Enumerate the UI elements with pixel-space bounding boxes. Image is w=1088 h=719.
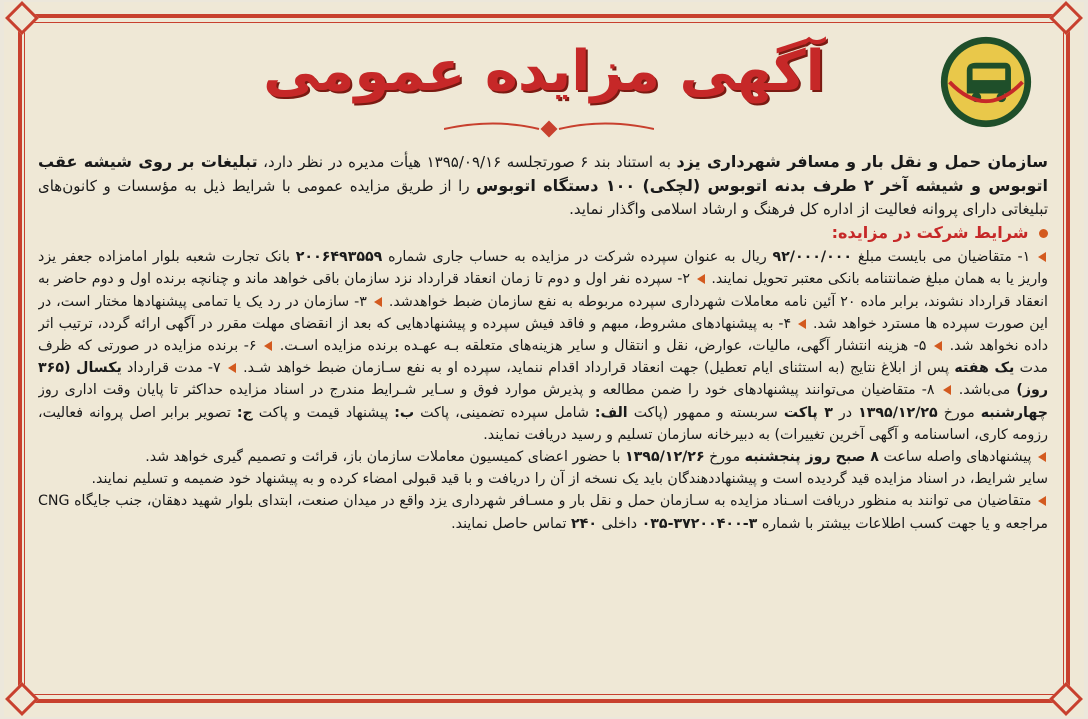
envelope-c-label: ج: <box>236 404 253 421</box>
condition-2: ۲- سپرده نفر اول و دوم تا زمان انعقاد قرارداد نزد سازمان باقی خواهد ماند و چنانچه برنده اول و دوم حاضر به انعقاد قرارداد نشوند، برابر ماده ۲۰ آئین نامه معاملات شهرداری سپرده مربوطه به نفع سازمان ضبط خواهدشد. <box>38 271 1048 310</box>
intro-text: به استناد بند ۶ صورتجلسه ۱۳۹۵/۰۹/۱۶ هیأت مدیره در نظر دارد، <box>263 153 671 171</box>
bullet-triangle-icon <box>697 274 705 284</box>
condition-8: پیشنهاد قیمت و پاکت <box>258 404 389 421</box>
bullet-triangle-icon <box>1038 496 1046 506</box>
contact-text: داخلی <box>601 515 638 532</box>
conditions-paragraph <box>38 246 1048 446</box>
condition-8: در <box>838 404 853 421</box>
contact-paragraph <box>38 490 1048 534</box>
conditions-heading <box>38 222 1048 244</box>
condition-1: بانک تجارت شعبه بلوار امامزاده جعفر یزد واریز یا به همان مبلغ ضمانتنامه بانکی معتبر تحویل نمایند. <box>38 249 1048 288</box>
submission-day: چهارشنبه <box>980 404 1048 421</box>
condition-8: شامل سپرده تضمینی، پاکت <box>420 404 589 421</box>
envelope-count: ۳ پاکت <box>783 404 833 421</box>
condition-8: مورخ <box>943 404 975 421</box>
opening-text: پیشنهادهای واصله ساعت <box>883 449 1032 466</box>
bullet-triangle-icon <box>798 319 806 329</box>
phone-number: ۳-۳۷۲۰۰۴۰۰-۰۳۵ <box>641 515 758 532</box>
bullet-triangle-icon <box>943 385 951 395</box>
condition-4: ۴- به پیشنهادهای مشروط، مبهم و فاقد فیش سپرده و پیشنهادهایی که بعد از انقضای مهلت مقرر در آگهی ارائه گردد، ترتیب اثر داده نخواهد شد. <box>38 315 1048 355</box>
ad-body <box>38 150 1048 683</box>
organization-name: سازمان حمل و نقل بار و مسافر شهرداری یزد <box>676 152 1048 171</box>
phone-extension: ۲۴۰ <box>571 515 597 532</box>
condition-6: ۶- برنده مزایده در صورتی که ظرف مدت <box>38 338 1048 377</box>
bus-logo-icon <box>938 34 1034 130</box>
opening-text: مورخ <box>709 449 741 466</box>
bullet-triangle-icon <box>264 341 272 351</box>
auction-subject: تبلیغات بر روی شیشه عقب اتوبوس و شیشه آخر ۲ طرف بدنه اتوبوس (لچکی) ۱۰۰ دستگاه اتوبوس <box>38 152 1048 195</box>
envelope-a-label: الف: <box>594 404 628 421</box>
bullet-dot-icon <box>1039 229 1048 238</box>
condition-7: می‌باشد. <box>958 382 1011 399</box>
other-conditions-text: سایر شرایط، در اسناد مزایده قید گردیده است و پیشنهاددهندگان باید یک نسخه از آن را دریافت و با قید قبولی امضاء کرده و به پیشنهاد خود ضمیمه و تسلیم نمایند. <box>91 471 1048 488</box>
advertisement <box>4 2 1084 717</box>
other-conditions-paragraph <box>38 468 1048 490</box>
condition-6: پس از ابلاغ نتایج (به استثنای ایام تعطیل) جهت انعقاد قرارداد اقدام ننماید، سپرده او به نفع سـازمان ضبط خواهد شـد. <box>243 360 950 377</box>
page-title: آگهی مزایده عمومی <box>263 39 825 104</box>
opening-time: ۸ صبح روز پنجشنبه <box>744 449 879 466</box>
envelope-b-label: ب: <box>394 404 415 421</box>
condition-1: ریال به عنوان سپرده شرکت در مزایده به حساب جاری شماره <box>388 249 767 266</box>
intro-text: را از طریق مزایده عمومی با شرایط ذیل به مؤسسات و کانون‌های تبلیغاتی دارای پروانه فعالیت از اداره کل فرهنگ و ارشاد اسلامی واگذار نماید. <box>38 177 1048 218</box>
opening-paragraph <box>38 446 1048 468</box>
condition-5: ۵- هزینه انتشار آگهی، مالیات، عوارض، نقل و انتقال و سایر هزینه‌های متعلقه بـه عهـده برنده مزایده اسـت. <box>279 338 927 355</box>
condition-3: ۳- سازمان در رد یک یا تمامی پیشنهادها مختار است، در این صورت سپرده ها مسترد خواهد شد. <box>38 293 1048 332</box>
condition-1: ۱- متقاضیان می بایست مبلغ <box>857 249 1031 266</box>
submission-date: ۱۳۹۵/۱۲/۲۵ <box>858 404 938 421</box>
condition-8: ۸- متقاضیان می‌توانند پیشنهادهای خود را ضمن مطالعه و پذیرش موارد فوق و سـایر شـرایط مندرج در اسناد مزایده حداکثر تا پایان وقت اداری روز <box>38 382 935 399</box>
intro-paragraph <box>38 150 1048 221</box>
condition-7: ۷- مدت قرارداد <box>127 360 221 377</box>
bullet-triangle-icon <box>934 341 942 351</box>
deposit-amount: ۹۲/۰۰۰/۰۰۰ <box>772 249 853 266</box>
bullet-triangle-icon <box>1038 452 1046 462</box>
bullet-triangle-icon <box>374 297 382 307</box>
contract-duration: یکسال (۳۶۵ روز) <box>38 360 1048 399</box>
conditions-title: شرایط شرکت در مزایده: <box>831 223 1029 242</box>
opening-text: با حضور اعضای کمیسیون معاملات سازمان باز، قرائت و تصمیم گیری خواهد شد. <box>145 449 621 466</box>
account-number: ۲۰۰۶۴۹۳۵۵۹ <box>295 249 383 266</box>
opening-date: ۱۳۹۵/۱۲/۲۶ <box>624 449 705 466</box>
condition-8: سربسته و ممهور (پاکت <box>633 404 778 421</box>
condition-6-deadline: یک هفته <box>954 360 1015 377</box>
ornament-icon <box>444 120 654 138</box>
bullet-triangle-icon <box>228 363 236 373</box>
contact-text: متقاضیان می توانند به منظور دریافت اسـناد مزایده به سـازمان حمل و نقل بار و مسـافر شهرداری یزد واقع در میدان صنعت، ابتدای بلوار شهید دهقان، جنب جایگاه CNG مراجعه و یا جهت کسب اطلاعات بیشتر با شماره <box>38 493 1048 532</box>
bullet-triangle-icon <box>1038 252 1046 262</box>
contact-text: تماس حاصل نمایند. <box>451 515 567 532</box>
condition-8: تصویر برابر اصل پروانه فعالیت، رزومه کاری، اساسنامه و آگهی آخرین تغییرات) به دبیرخانه سازمان تسلیم و رسید دریافت نمایند. <box>38 404 1048 443</box>
